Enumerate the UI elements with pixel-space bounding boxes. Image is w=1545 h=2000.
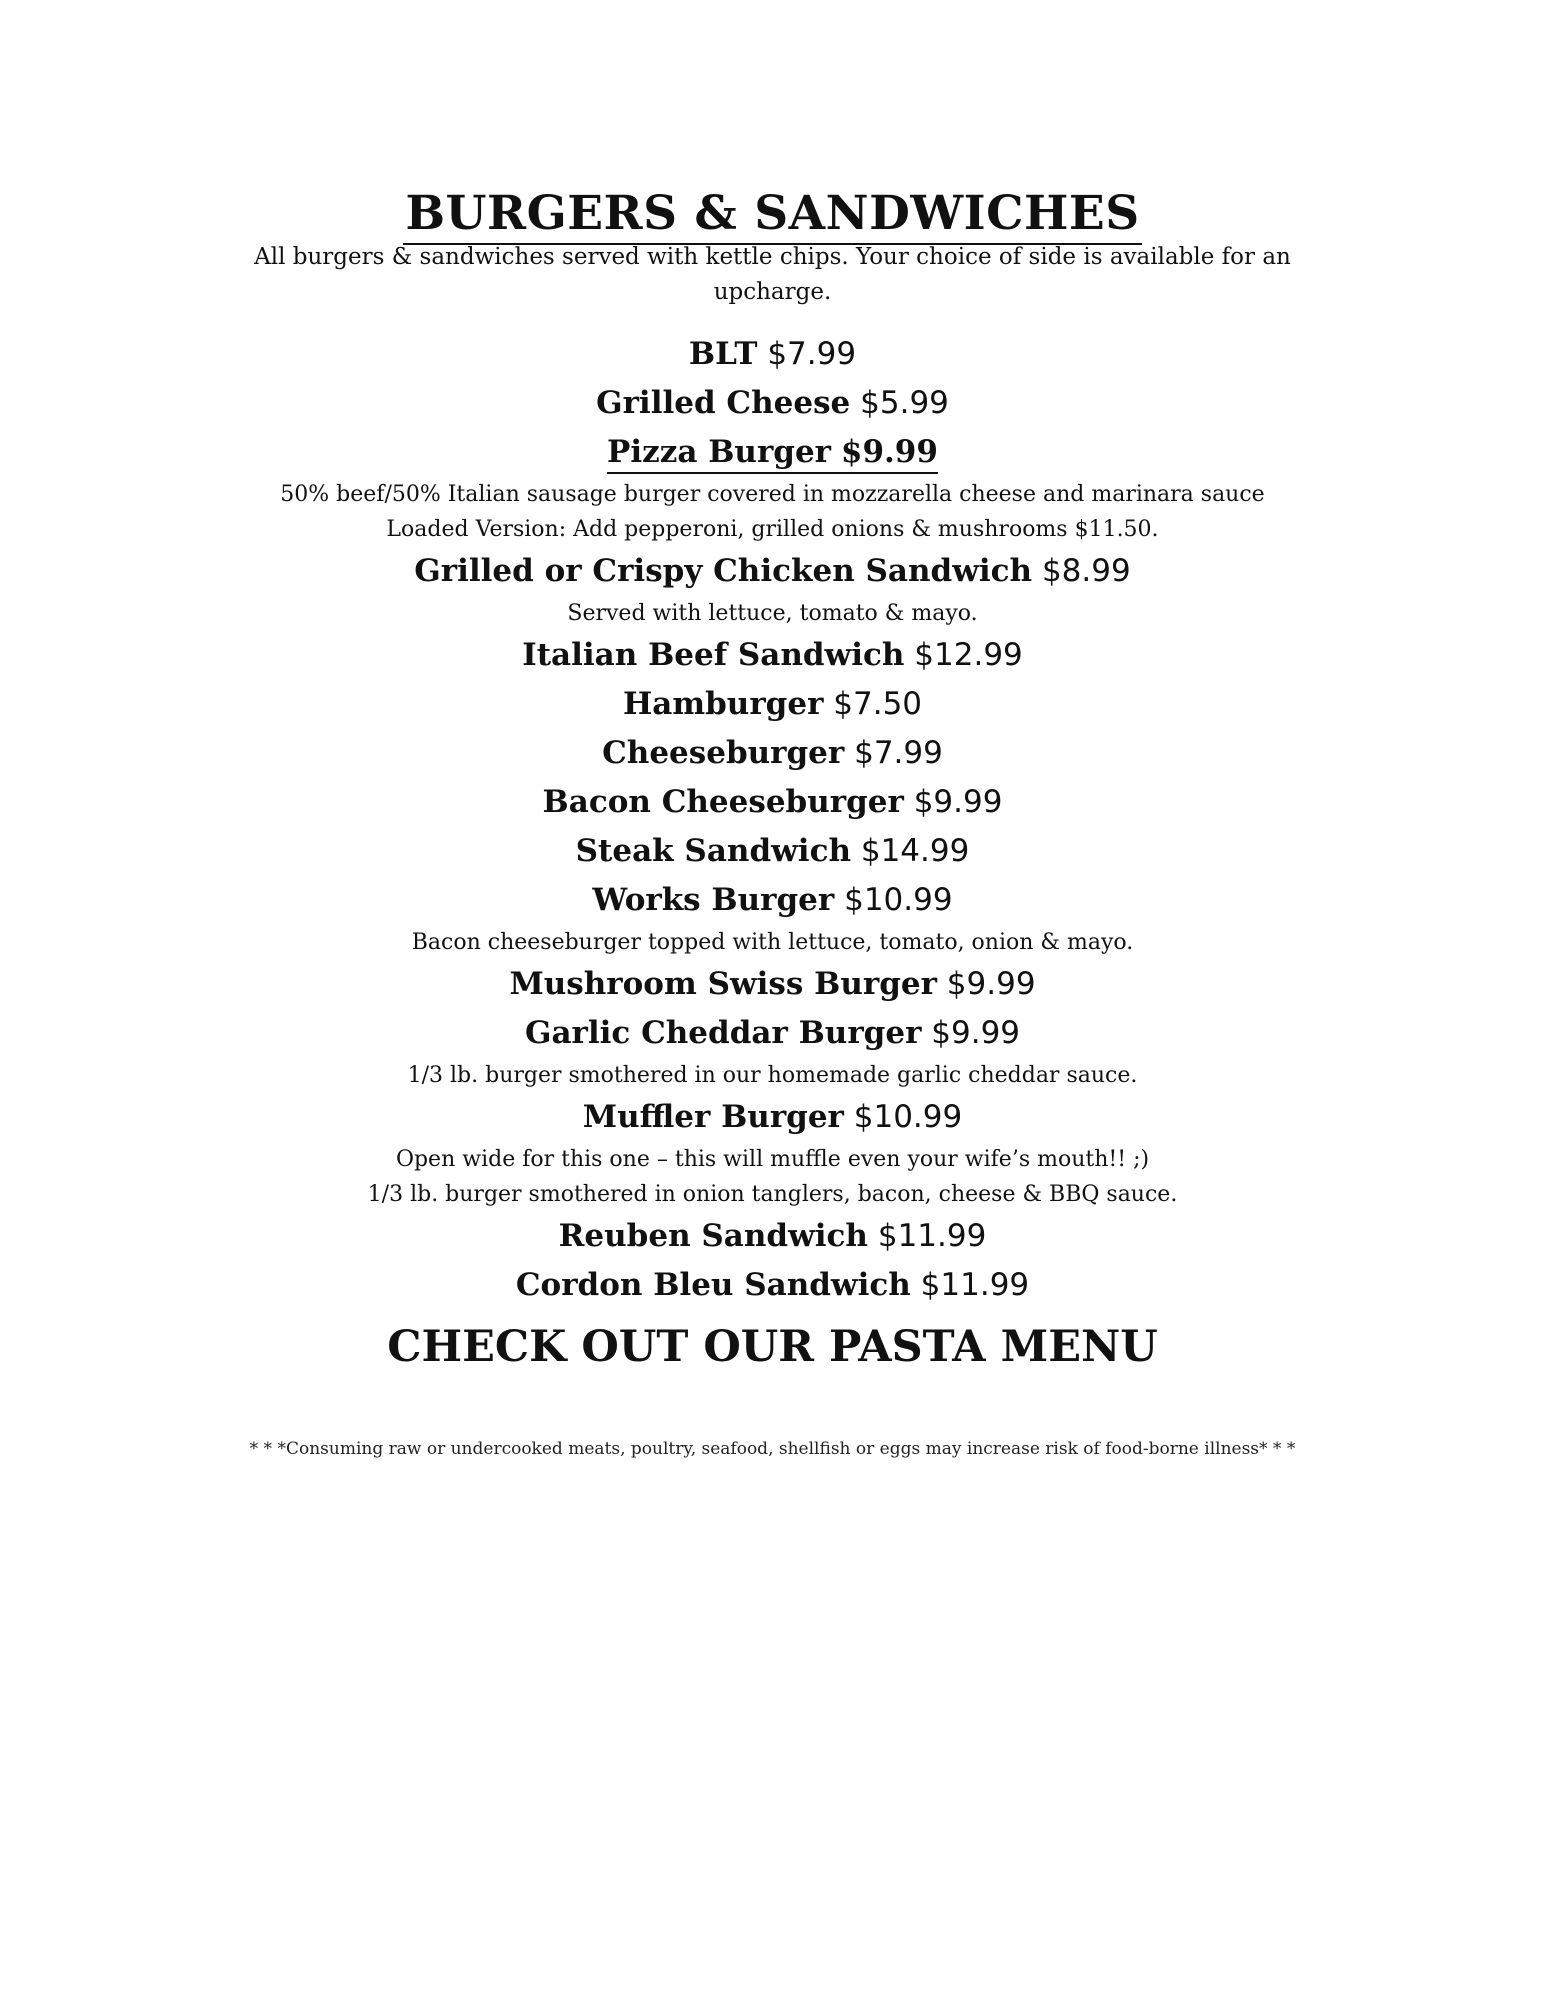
menu-item	[0, 960, 1545, 1009]
item-description: 50% beef/50% Italian sausage burger covered in mozzarella cheese and marinara sauce	[280, 482, 1265, 507]
menu-item	[0, 547, 1545, 596]
item-description: 1/3 lb. burger smothered in onion tanglers, bacon, cheese & BBQ sauce.	[367, 1182, 1178, 1207]
item-price: $8.99	[1041, 553, 1131, 589]
menu-item	[0, 729, 1545, 778]
menu-item	[0, 680, 1545, 729]
item-name: Pizza Burger	[607, 434, 832, 470]
item-price: $9.99	[840, 434, 938, 470]
item-description: Loaded Version: Add pepperoni, grilled onions & mushrooms $11.50.	[386, 517, 1159, 542]
item-price: $7.99	[854, 735, 943, 771]
page-title: BURGERS & SANDWICHES	[403, 185, 1141, 245]
item-name: Grilled Cheese	[596, 385, 851, 421]
menu-item	[0, 1212, 1545, 1261]
menu-item	[0, 631, 1545, 680]
item-underline-wrap	[607, 432, 938, 474]
item-price: $9.99	[946, 966, 1036, 1002]
menu-item-featured	[0, 428, 1545, 477]
title-wrap	[0, 185, 1545, 245]
item-price: $14.99	[860, 833, 970, 869]
intro-text: All burgers & sandwiches served with kettle chips. Your choice of side is available for an upcharge.	[254, 244, 1291, 305]
menu-item	[0, 1009, 1545, 1058]
item-price: $11.99	[877, 1218, 987, 1254]
item-description: Served with lettuce, tomato & mayo.	[567, 601, 978, 626]
menu-items	[0, 330, 1545, 1310]
item-description: 1/3 lb. burger smothered in our homemade garlic cheddar sauce.	[407, 1063, 1138, 1088]
item-price: $10.99	[844, 882, 953, 918]
item-name: Mushroom Swiss Burger	[509, 966, 937, 1002]
item-description: Bacon cheeseburger topped with lettuce, tomato, onion & mayo.	[411, 930, 1134, 955]
item-price: $9.99	[931, 1015, 1021, 1051]
item-name: Cheeseburger	[602, 735, 845, 771]
item-price: $7.50	[833, 686, 923, 722]
item-price: $5.99	[860, 385, 949, 421]
item-price: $10.99	[853, 1099, 963, 1135]
item-name: BLT	[688, 336, 758, 372]
item-name: Works Burger	[592, 882, 835, 918]
item-name: Hamburger	[622, 686, 824, 722]
item-name: Bacon Cheeseburger	[542, 784, 904, 820]
menu-item	[0, 778, 1545, 827]
item-price: $11.99	[920, 1267, 1030, 1303]
food-safety-disclaimer: * * *Consuming raw or undercooked meats, poultry, seafood, shellfish or eggs may increase risk of food-borne illness* * *	[249, 1439, 1296, 1459]
menu-item	[0, 1261, 1545, 1310]
item-name: Cordon Bleu Sandwich	[515, 1267, 911, 1303]
item-name: Reuben Sandwich	[558, 1218, 868, 1254]
item-name: Garlic Cheddar Burger	[524, 1015, 922, 1051]
item-price: $7.99	[767, 336, 857, 372]
menu-item	[0, 330, 1545, 379]
item-name: Italian Beef Sandwich	[522, 637, 905, 673]
item-name: Steak Sandwich	[575, 833, 851, 869]
menu-item	[0, 379, 1545, 428]
item-name: Grilled or Crispy Chicken Sandwich	[414, 553, 1033, 589]
item-price: $9.99	[913, 784, 1003, 820]
item-name: Muffler Burger	[582, 1099, 844, 1135]
item-description: Open wide for this one – this will muffle even your wife’s mouth!! ;)	[395, 1147, 1150, 1172]
item-price: $12.99	[914, 637, 1023, 673]
pasta-menu-callout: CHECK OUT OUR PASTA MENU	[387, 1322, 1158, 1372]
menu-item	[0, 1093, 1545, 1142]
menu-item	[0, 876, 1545, 925]
menu-item	[0, 827, 1545, 876]
